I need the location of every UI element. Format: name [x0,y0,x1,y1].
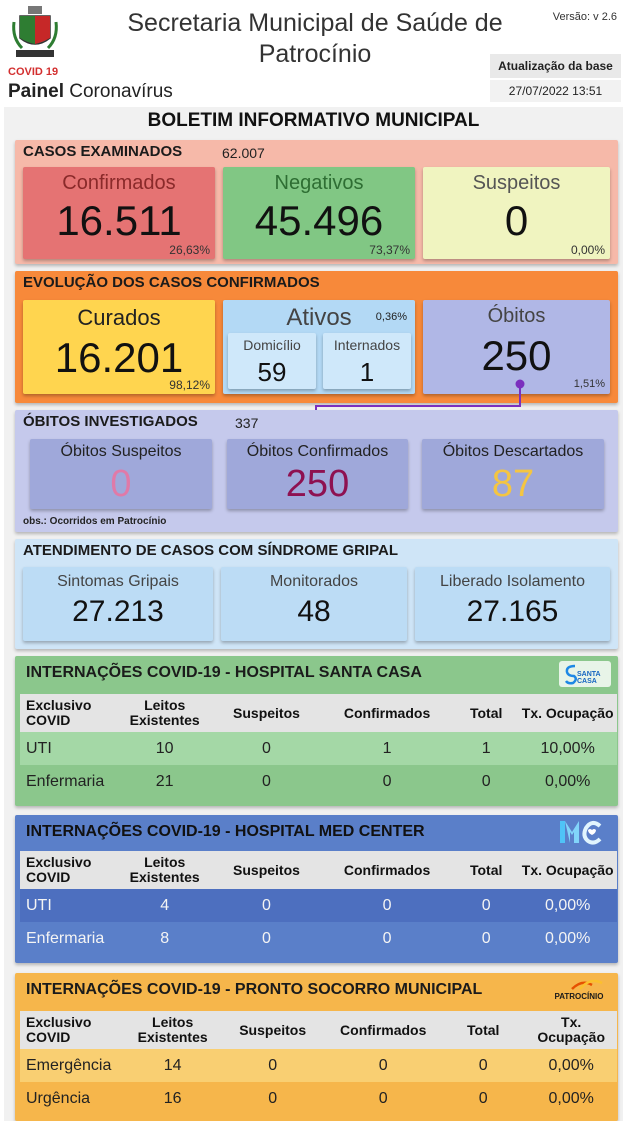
col-leitos: Leitos Existentes [125,1011,220,1049]
municipal-crest-icon [10,4,60,66]
med-center-table [20,851,617,955]
santa-casa-heading: INTERNAÇÕES COVID-19 - HOSPITAL SANTA CASA [26,664,422,681]
row-ocupacao: 0,00% [548,1056,594,1074]
table-header-row [20,1011,617,1049]
suspeitos-value: 0 [504,197,529,244]
santa-casa-logo-text: SANTA CASA [577,671,601,685]
row-total: 0 [481,929,491,947]
row-confirmados: 0 [382,929,392,947]
row-leitos: 16 [163,1089,182,1107]
row-suspeitos: 0 [262,896,271,914]
med-center-heading: INTERNAÇÕES COVID-19 - HOSPITAL MED CENTER [26,823,425,840]
col-suspeitos: Suspeitos [220,1011,325,1049]
table-row [20,1049,617,1082]
update-label: Atualização da base [490,54,621,78]
table-row [20,922,617,955]
row-suspeitos: 0 [262,739,271,757]
sintomas-label: Sintomas Gripais [57,573,179,590]
obitos-confirmados-value: 250 [285,463,350,505]
row-leitos: 10 [155,739,174,757]
obitos-label: Óbitos [487,305,546,327]
col-suspeitos: Suspeitos [213,851,320,889]
suspeitos-pct: 0,00% [570,243,605,257]
painel-title: Painel Coronavírus [8,81,173,102]
suspeitos-card [423,167,610,259]
sintomas-card [23,567,213,641]
monitorados-value: 48 [297,595,331,628]
obitos-obs: obs.: Ocorridos em Patrocínio [23,516,167,527]
obitos-inv-total: 337 [235,415,259,431]
confirmados-label: Confirmados [62,172,176,194]
confirmados-pct: 26,63% [169,243,210,257]
pronto-socorro-heading: INTERNAÇÕES COVID-19 - PRONTO SOCORRO MUNICIPAL [26,981,483,998]
row-type: Emergência [26,1056,112,1074]
sindrome-heading: ATENDIMENTO DE CASOS COM SÍNDROME GRIPAL [23,542,399,559]
row-total: 0 [478,1089,488,1107]
santa-casa-table [20,694,617,798]
col-total: Total [441,1011,525,1049]
liberado-value: 27.165 [466,595,559,628]
table-header-row [20,851,617,889]
row-total: 0 [481,896,491,914]
row-suspeitos: 0 [262,772,271,790]
row-ocupacao: 10,00% [540,739,595,757]
casos-examinados-panel [15,140,618,264]
col-exclusivo: Exclusivo COVID [20,851,116,889]
table-row [20,732,617,765]
obitos-investigados-panel [15,410,618,532]
obitos-confirmados-card [227,439,408,509]
liberado-card [415,567,610,641]
board-title: BOLETIM INFORMATIVO MUNICIPAL [147,110,480,131]
domicilio-value: 59 [257,357,287,387]
table-row [20,765,617,798]
evolucao-heading: EVOLUÇÃO DOS CASOS CONFIRMADOS [23,274,320,291]
negativos-label: Negativos [274,172,364,194]
confirmados-card [23,167,215,259]
col-exclusivo: Exclusivo COVID [20,1011,125,1049]
prefeitura-logo-text: PATROCÍNIO [554,992,604,1001]
obitos-pct: 1,51% [573,378,605,390]
monitorados-card [221,567,407,641]
row-leitos: 4 [160,896,170,914]
col-confirmados: Confirmados [320,851,454,889]
col-total: Total [454,694,518,732]
table-header-row [20,694,617,732]
obitos-suspeitos-value: 0 [110,463,132,505]
casos-total: 62.007 [222,145,265,161]
internados-card [323,333,411,389]
liberado-label: Liberado Isolamento [440,573,585,590]
prefeitura-logo [550,977,608,1005]
col-leitos: Leitos Existentes [116,851,212,889]
evolucao-panel [15,271,618,403]
row-confirmados: 0 [378,1089,388,1107]
obitos-card [423,300,610,394]
obitos-suspeitos-label: Óbitos Suspeitos [60,443,182,460]
curados-card [23,300,215,394]
sintomas-value: 27.213 [72,595,164,628]
row-total: 1 [481,739,491,757]
negativos-pct: 73,37% [369,243,410,257]
row-suspeitos: 0 [262,929,271,947]
sindrome-gripal-panel [15,539,618,649]
row-leitos: 14 [163,1056,182,1074]
row-type: Enfermaria [26,772,105,790]
row-type: Enfermaria [26,929,105,947]
col-total: Total [454,851,518,889]
curados-label: Curados [77,305,161,330]
pronto-socorro-table [20,1011,617,1115]
page-title: Secretaria Municipal de Saúde de Patrocínio [127,9,503,68]
row-suspeitos: 0 [268,1089,278,1107]
domicilio-card [228,333,316,389]
col-ocupacao: Tx. Ocupação [525,1011,617,1049]
ativos-pct: 0,36% [375,311,407,323]
row-ocupacao: 0,00% [544,896,591,914]
row-total: 0 [478,1056,488,1074]
row-suspeitos: 0 [268,1056,278,1074]
obitos-confirmados-label: Óbitos Confirmados [246,443,389,460]
col-ocupacao: Tx. Ocupação [518,694,617,732]
obitos-suspeitos-card [30,439,212,509]
update-date: 27/07/2022 13:51 [490,80,621,102]
internados-label: Internados [333,337,401,353]
santa-casa-logo [559,661,611,687]
row-ocupacao: 0,00% [548,1089,594,1107]
row-type: UTI [26,896,52,914]
row-leitos: 21 [155,772,174,790]
col-ocupacao: Tx. Ocupação [518,851,617,889]
row-total: 0 [481,772,491,790]
row-ocupacao: 0,00% [544,929,591,947]
confirmados-value: 16.511 [56,197,182,244]
casos-heading: CASOS EXAMINADOS [23,143,183,160]
col-confirmados: Confirmados [320,694,454,732]
row-type: UTI [26,739,52,757]
curados-pct: 98,12% [169,378,210,392]
row-leitos: 8 [160,929,170,947]
covid-tag: COVID 19 [8,66,59,78]
prefeitura-logo-icon [570,977,606,991]
row-confirmados: 1 [382,739,392,757]
table-row [20,889,617,922]
ativos-label: Ativos [286,304,352,331]
negativos-card [223,167,415,259]
obitos-value: 250 [481,332,552,379]
monitorados-label: Monitorados [269,573,359,590]
version-label: Versão: v 2.6 [552,11,617,23]
obitos-descartados-value: 87 [491,463,535,505]
row-confirmados: 0 [382,896,392,914]
row-type: Urgência [26,1089,91,1107]
header [0,0,627,107]
row-confirmados: 0 [378,1056,388,1074]
ativos-card [223,300,415,394]
domicilio-label: Domicílio [243,337,301,353]
internados-value: 1 [359,357,375,387]
col-exclusivo: Exclusivo COVID [20,694,116,732]
col-confirmados: Confirmados [325,1011,441,1049]
row-ocupacao: 0,00% [544,772,591,790]
col-leitos: Leitos Existentes [116,694,212,732]
obitos-descartados-label: Óbitos Descartados [442,443,584,460]
med-center-logo-icon [558,818,606,848]
col-suspeitos: Suspeitos [213,694,320,732]
suspeitos-label: Suspeitos [472,172,561,194]
obitos-descartados-card [422,439,604,509]
negativos-value: 45.496 [254,197,384,244]
table-row [20,1082,617,1115]
curados-value: 16.201 [54,334,184,381]
row-confirmados: 0 [382,772,392,790]
obitos-inv-heading: ÓBITOS INVESTIGADOS [23,413,198,430]
